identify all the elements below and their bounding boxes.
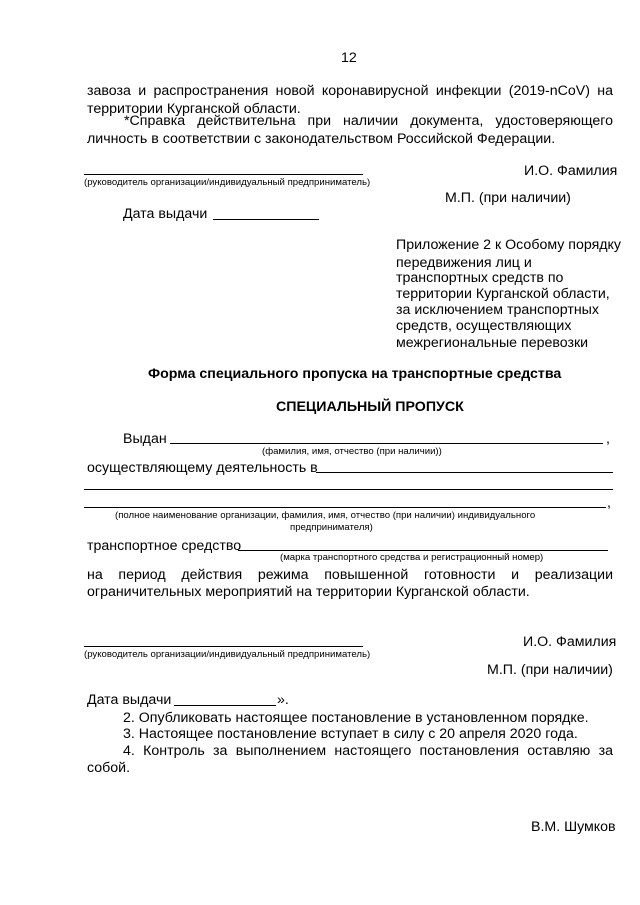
appendix-line-3: транспортных средств по xyxy=(396,270,564,286)
issue-date-suffix: ». xyxy=(277,692,289,708)
org-line-2 xyxy=(84,507,606,508)
issue-date-line xyxy=(213,219,319,220)
signer-name: В.М. Шумков xyxy=(531,819,616,835)
period-line-2: ограничительных мероприятий на территории Курганской области. xyxy=(87,584,530,600)
appendix-line-6: средств, осуществляющих xyxy=(396,318,572,334)
org-hint-line-2: предпринимателя) xyxy=(290,522,373,533)
point-4-line-1: 4. Контроль за выполнением настоящего постановления оставляю за xyxy=(123,743,613,759)
appendix-line-5: за исключением транспортных xyxy=(396,302,599,318)
vehicle-hint: (марка транспортного средства и регистрационный номер) xyxy=(280,552,544,563)
signature-line xyxy=(84,174,363,175)
form-title: Форма специального пропуска на транспортные средства xyxy=(148,366,562,382)
org-comma: , xyxy=(607,495,611,511)
note-line-1: *Справка действительна при наличии документа, удостоверяющего xyxy=(124,113,613,129)
issue-date-line-2 xyxy=(174,705,276,706)
signature-line-2 xyxy=(84,646,363,647)
note-line-2: личность в соответствии с законодательством Российской Федерации. xyxy=(87,131,556,147)
stamp-note: М.П. (при наличии) xyxy=(445,190,571,206)
point-2: 2. Опубликовать настоящее постановление в установленном порядке. xyxy=(123,710,589,726)
fio-hint: (фамилия, имя, отчество (при наличии)) xyxy=(262,446,442,457)
pass-title: СПЕЦИАЛЬНЫЙ ПРОПУСК xyxy=(276,399,464,415)
point-4-line-2: собой. xyxy=(87,760,131,776)
issue-date-label: Дата выдачи xyxy=(123,206,208,222)
appendix-line-4: территории Курганской области, xyxy=(396,286,610,302)
period-line-1: на период действия режима повышенной готовности и реализации xyxy=(87,567,613,583)
issue-date-label-2: Дата выдачи xyxy=(87,692,172,708)
vehicle-label: транспортное средство xyxy=(87,538,242,554)
issued-to-label: Выдан xyxy=(123,431,167,447)
signature-name-2: И.О. Фамилия xyxy=(523,634,617,650)
signature-caption-2: (руководитель организации/индивидуальный предприниматель) xyxy=(84,649,371,660)
fio-line xyxy=(170,443,603,444)
signature-name: И.О. Фамилия xyxy=(524,163,618,179)
intro-line-2: территории Курганской области. xyxy=(87,101,301,117)
stamp-note-2: М.П. (при наличии) xyxy=(487,662,613,678)
point-3: 3. Настоящее постановление вступает в силу с 20 апреля 2020 года. xyxy=(123,726,578,742)
vehicle-line xyxy=(238,550,608,551)
signature-caption: (руководитель организации/индивидуальный предприниматель) xyxy=(84,177,371,188)
appendix-line-2: передвижения лиц и xyxy=(396,255,532,271)
org-hint-line-1: (полное наименование организации, фамилия, имя, отчество (при наличии) индивидуального xyxy=(115,510,536,521)
intro-line-1: завоза и распространения новой коронавирусной инфекции (2019-nCoV) на xyxy=(87,83,613,99)
activity-label: осуществляющему деятельность в xyxy=(87,460,318,476)
activity-line xyxy=(316,472,613,473)
appendix-line-1: Приложение 2 к Особому порядку xyxy=(396,237,622,253)
fio-comma: , xyxy=(606,431,610,447)
appendix-line-7: межрегиональные перевозки xyxy=(396,335,589,351)
org-line-1 xyxy=(84,489,613,490)
page-number: 12 xyxy=(341,50,357,66)
